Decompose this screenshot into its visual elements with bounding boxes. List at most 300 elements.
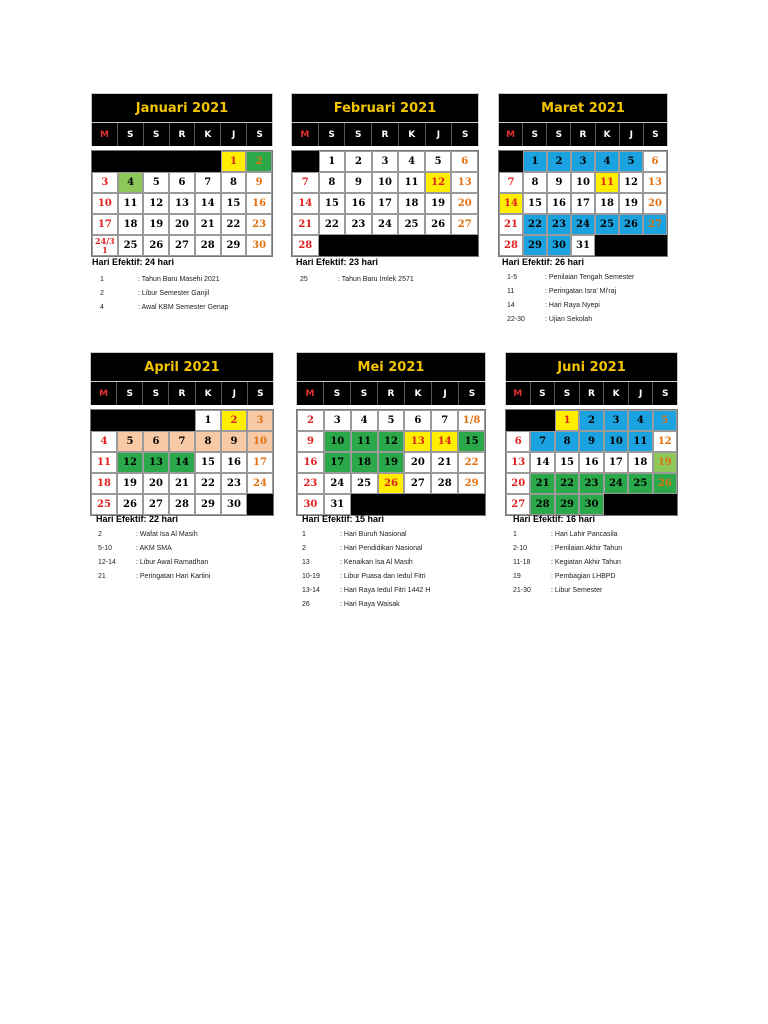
date-cell: 31 [571, 235, 595, 256]
empty-cell [91, 410, 117, 431]
date-cell: 10 [92, 193, 118, 214]
date-cell: 8 [221, 172, 247, 193]
date-cell: 9 [246, 172, 272, 193]
date-cell: 3 [247, 410, 273, 431]
empty-cell [458, 494, 485, 515]
date-cell: 8 [319, 172, 346, 193]
weekday-label: S [324, 382, 351, 405]
date-cell: 27 [404, 473, 431, 494]
date-cell: 19 [117, 473, 143, 494]
weekday-label: R [372, 123, 399, 146]
date-cell: 26 [117, 494, 143, 515]
date-cell: 16 [246, 193, 272, 214]
date-cell: 28 [195, 235, 221, 256]
date-cell: 15 [523, 193, 547, 214]
date-cell: 17 [247, 452, 273, 473]
date-cell: 16 [297, 452, 324, 473]
empty-cell [628, 494, 652, 515]
date-cell: 18 [398, 193, 425, 214]
note-text: : Penilaian Tengah Semester [545, 273, 635, 281]
date-cell: 21 [499, 214, 523, 235]
effective-days-maret: Hari Efektif: 26 hari [502, 257, 585, 267]
note-text: : Libur Puasa dan Iedul Fitri [340, 572, 426, 580]
month-title: Januari 2021 [135, 100, 229, 116]
date-cell: 29 [221, 235, 247, 256]
empty-cell [169, 151, 195, 172]
weekday-label: S [351, 382, 378, 405]
weekday-label: K [596, 123, 620, 146]
month-header [296, 352, 486, 382]
date-cell: 11 [628, 431, 652, 452]
date-cell: 11 [118, 193, 144, 214]
weekday-label: S [257, 388, 264, 399]
empty-cell [378, 494, 405, 515]
date-cell: 12 [619, 172, 643, 193]
calendar-januari [91, 93, 273, 257]
date-cell: 14 [169, 452, 195, 473]
weekday-label: S [256, 129, 263, 140]
note-row [98, 527, 210, 541]
weekday-label: M [506, 382, 531, 405]
empty-cell [506, 410, 530, 431]
notes-januari [100, 272, 229, 314]
note-text: : Awal KBM Semester Genap [138, 303, 229, 311]
empty-cell [451, 235, 478, 256]
date-cell: 20 [451, 193, 478, 214]
month-header [505, 352, 678, 382]
date-cell: 15 [319, 193, 346, 214]
note-text: : Ujian Sekolah [545, 315, 593, 323]
date-cell: 20 [506, 473, 530, 494]
month-header [91, 93, 273, 123]
note-row [302, 597, 430, 611]
date-cell: 11 [91, 452, 117, 473]
weekday-label: S [555, 382, 580, 405]
date-cell: 10 [372, 172, 399, 193]
date-cell: 20 [643, 193, 667, 214]
date-cell: 7 [499, 172, 523, 193]
note-row [100, 272, 229, 286]
date-cell: 27 [169, 235, 195, 256]
date-cell: 5 [378, 410, 405, 431]
note-date: 14 [507, 301, 515, 309]
date-cell: 21 [530, 473, 554, 494]
date-cell: 1 [195, 410, 221, 431]
weekday-label: K [405, 382, 432, 405]
date-cell: 24 [571, 214, 595, 235]
date-cell: 18 [628, 452, 652, 473]
date-cell: 2 [246, 151, 272, 172]
weekday-row [90, 382, 274, 405]
date-cell: 23 [345, 214, 372, 235]
date-cell: 20 [169, 214, 195, 235]
date-cell: 28 [431, 473, 458, 494]
effective-days-mei: Hari Efektif: 15 hari [302, 514, 385, 524]
date-cell: 2 [547, 151, 571, 172]
note-text: : Tahun Baru Imlek 2571 [338, 275, 414, 283]
date-cell: 28 [292, 235, 319, 256]
note-row [507, 298, 634, 312]
effective-days-juni: Hari Efektif: 16 hari [513, 514, 596, 524]
date-cell: 6 [643, 151, 667, 172]
note-text: : Kegiatan Akhir Tahun [551, 558, 621, 566]
date-cell: 4 [595, 151, 619, 172]
note-text: : Hari Buruh Nasional [340, 530, 407, 538]
empty-cell [143, 151, 169, 172]
note-text: : Hari Raya Nyepi [545, 301, 600, 309]
calendar-februari [291, 93, 479, 257]
weekday-label: K [399, 123, 426, 146]
date-cell: 23 [579, 473, 603, 494]
date-cell: 24/3 1 [92, 235, 118, 256]
notes-mei [302, 527, 430, 611]
date-cell: 27 [643, 214, 667, 235]
weekday-label: S [143, 382, 169, 405]
date-cell: 25 [118, 235, 144, 256]
date-cell: 3 [604, 410, 628, 431]
date-cell: 30 [579, 494, 603, 515]
note-text: : Hari Pendidikan Nasional [340, 544, 423, 552]
note-text: : Peringatan Hari Kartini [136, 572, 211, 580]
date-cell: 9 [297, 431, 324, 452]
note-row [302, 569, 430, 583]
note-text: : Kenaikan Isa Al Masih [340, 558, 413, 566]
note-date: 2-10 [513, 544, 528, 552]
note-row [513, 555, 622, 569]
weekday-label: S [652, 129, 659, 140]
note-date: 2 [100, 289, 104, 297]
month-title: Februari 2021 [333, 100, 437, 116]
date-cell: 14 [195, 193, 221, 214]
note-text: : Tahun Baru Masehi 2021 [138, 275, 220, 283]
date-cell: 19 [653, 452, 677, 473]
note-row [98, 569, 210, 583]
date-cell: 22 [458, 452, 485, 473]
empty-cell [530, 410, 554, 431]
notes-juni [513, 527, 622, 597]
note-text: : Wafat Isa Al Masih [136, 530, 198, 538]
date-cell: 24 [372, 214, 399, 235]
date-cell: 19 [143, 214, 169, 235]
date-cell: 16 [345, 193, 372, 214]
empty-cell [499, 151, 523, 172]
weekday-label: S [117, 382, 143, 405]
date-cell: 13 [143, 452, 169, 473]
date-grid [90, 409, 274, 516]
date-cell: 3 [92, 172, 118, 193]
date-cell: 21 [195, 214, 221, 235]
note-date: 21 [98, 572, 106, 580]
note-row [98, 541, 210, 555]
note-date: 1-5 [507, 273, 518, 281]
weekday-label: M [297, 382, 324, 405]
date-cell: 2 [297, 410, 324, 431]
note-date: 26 [302, 600, 310, 608]
date-cell: 9 [579, 431, 603, 452]
date-cell: 24 [604, 473, 628, 494]
date-cell: 21 [169, 473, 195, 494]
date-cell: 12 [653, 431, 677, 452]
date-cell: 28 [530, 494, 554, 515]
note-text: : AKM SMA [136, 544, 172, 552]
empty-cell [143, 410, 169, 431]
weekday-label: S [531, 382, 556, 405]
date-cell: 15 [195, 452, 221, 473]
weekday-label: J [620, 123, 644, 146]
month-title: Maret 2021 [541, 100, 625, 116]
weekday-label: M [92, 123, 118, 146]
note-text: : Libur Awal Ramadhan [136, 558, 209, 566]
date-cell: 12 [117, 452, 143, 473]
date-cell: 19 [425, 193, 452, 214]
note-date: 1 [513, 530, 517, 538]
weekday-label: J [629, 382, 654, 405]
date-cell: 18 [595, 193, 619, 214]
date-cell: 31 [324, 494, 351, 515]
date-cell: 18 [351, 452, 378, 473]
date-cell: 25 [351, 473, 378, 494]
date-cell: 4 [398, 151, 425, 172]
date-cell: 21 [431, 452, 458, 473]
date-cell: 18 [118, 214, 144, 235]
date-cell: 6 [169, 172, 195, 193]
date-cell: 26 [653, 473, 677, 494]
date-cell: 29 [523, 235, 547, 256]
date-cell: 25 [398, 214, 425, 235]
note-date: 11-18 [513, 558, 531, 566]
notes-april [98, 527, 210, 583]
weekday-label: J [432, 382, 459, 405]
effective-days-april: Hari Efektif: 22 hari [96, 514, 179, 524]
empty-cell [169, 410, 195, 431]
date-cell: 10 [247, 431, 273, 452]
empty-cell [425, 235, 452, 256]
empty-cell [431, 494, 458, 515]
date-cell: 16 [579, 452, 603, 473]
date-cell: 5 [117, 431, 143, 452]
date-cell: 17 [372, 193, 399, 214]
note-date: 21-30 [513, 586, 531, 594]
date-cell: 9 [547, 172, 571, 193]
date-grid [91, 150, 273, 257]
date-cell: 25 [595, 214, 619, 235]
date-cell: 22 [319, 214, 346, 235]
weekday-label: R [580, 382, 605, 405]
date-cell: 15 [458, 431, 485, 452]
month-header [291, 93, 479, 123]
empty-cell [319, 235, 346, 256]
note-date: 2 [302, 544, 306, 552]
date-cell: 30 [221, 494, 247, 515]
date-cell: 1 [555, 410, 579, 431]
date-cell: 2 [345, 151, 372, 172]
date-cell: 28 [169, 494, 195, 515]
date-cell: 26 [425, 214, 452, 235]
note-row [507, 284, 634, 298]
note-text: : Libur Semester Ganjil [138, 289, 210, 297]
weekday-label: J [426, 123, 453, 146]
empty-cell [604, 494, 628, 515]
calendar-mei [296, 352, 486, 516]
date-cell: 30 [297, 494, 324, 515]
effective-days-februari: Hari Efektif: 23 hari [296, 257, 379, 267]
date-cell: 22 [555, 473, 579, 494]
date-cell: 22 [221, 214, 247, 235]
weekday-row [505, 382, 678, 405]
date-cell: 12 [425, 172, 452, 193]
date-cell: 11 [595, 172, 619, 193]
weekday-label: R [571, 123, 595, 146]
date-cell: 11 [351, 431, 378, 452]
note-text: : Hari Raya Waisak [340, 600, 400, 608]
effective-days-januari: Hari Efektif: 24 hari [92, 257, 175, 267]
empty-cell [619, 235, 643, 256]
date-cell: 13 [169, 193, 195, 214]
date-cell: 4 [118, 172, 144, 193]
date-cell: 3 [324, 410, 351, 431]
date-cell: 19 [378, 452, 405, 473]
date-cell: 30 [547, 235, 571, 256]
weekday-label: M [91, 382, 117, 405]
date-cell: 26 [378, 473, 405, 494]
date-cell: 7 [169, 431, 195, 452]
date-cell: 15 [221, 193, 247, 214]
note-text: : Libur Semester [551, 586, 603, 594]
date-cell: 16 [547, 193, 571, 214]
date-cell: 6 [451, 151, 478, 172]
date-cell: 23 [221, 473, 247, 494]
note-row [100, 286, 229, 300]
empty-cell [117, 410, 143, 431]
notes-maret [507, 270, 634, 326]
weekday-label: S [547, 123, 571, 146]
date-cell: 19 [619, 193, 643, 214]
note-row [302, 527, 430, 541]
date-cell: 16 [221, 452, 247, 473]
date-cell: 1/8 [458, 410, 485, 431]
weekday-label: S [662, 388, 669, 399]
month-title: Juni 2021 [557, 359, 626, 375]
calendar-juni [505, 352, 678, 516]
date-cell: 17 [604, 452, 628, 473]
date-cell: 3 [372, 151, 399, 172]
date-cell: 8 [195, 431, 221, 452]
note-date: 19 [513, 572, 521, 580]
note-text: : Pembagian LHBPD [551, 572, 616, 580]
empty-cell [118, 151, 144, 172]
date-cell: 27 [143, 494, 169, 515]
empty-cell [195, 151, 221, 172]
date-grid [291, 150, 479, 257]
date-cell: 18 [91, 473, 117, 494]
date-cell: 20 [143, 473, 169, 494]
empty-cell [643, 235, 667, 256]
date-cell: 14 [292, 193, 319, 214]
note-date: 4 [100, 303, 104, 311]
date-cell: 13 [506, 452, 530, 473]
weekday-label: S [118, 123, 144, 146]
month-title: April 2021 [144, 359, 220, 375]
note-row [100, 300, 229, 314]
weekday-label: K [195, 123, 221, 146]
date-cell: 23 [246, 214, 272, 235]
note-row [507, 270, 634, 284]
note-date: 2 [98, 530, 102, 538]
date-cell: 26 [143, 235, 169, 256]
weekday-label: R [170, 123, 196, 146]
weekday-label: K [604, 382, 629, 405]
weekday-row [91, 123, 273, 146]
note-date: 25 [300, 275, 308, 283]
date-cell: 9 [345, 172, 372, 193]
date-cell: 27 [451, 214, 478, 235]
date-cell: 10 [604, 431, 628, 452]
note-text: : Hari Lahir Pancasila [551, 530, 618, 538]
note-date: 5-10 [98, 544, 113, 552]
calendar-april [90, 352, 274, 516]
empty-cell [404, 494, 431, 515]
note-row [302, 583, 430, 597]
empty-cell [92, 151, 118, 172]
weekday-label: S [523, 123, 547, 146]
note-row [513, 527, 622, 541]
date-cell: 5 [619, 151, 643, 172]
date-cell: 26 [619, 214, 643, 235]
date-cell: 6 [404, 410, 431, 431]
date-cell: 11 [398, 172, 425, 193]
date-cell: 4 [628, 410, 652, 431]
note-text: : Hari Raya Iedul Fitri 1442 H [340, 586, 431, 594]
empty-cell [292, 151, 319, 172]
note-date: 13 [302, 558, 310, 566]
date-cell: 8 [523, 172, 547, 193]
note-text: : Penilaian Akhir Tahun [551, 544, 623, 552]
date-cell: 2 [579, 410, 603, 431]
empty-cell [398, 235, 425, 256]
date-cell: 7 [530, 431, 554, 452]
date-cell: 30 [246, 235, 272, 256]
notes-februari [300, 272, 414, 286]
weekday-label: M [292, 123, 319, 146]
weekday-label: K [196, 382, 222, 405]
note-row [98, 555, 210, 569]
weekday-label: S [345, 123, 372, 146]
note-row [302, 555, 430, 569]
note-date: 1 [302, 530, 306, 538]
empty-cell [351, 494, 378, 515]
date-cell: 22 [195, 473, 221, 494]
weekday-label: S [461, 129, 469, 140]
date-cell: 13 [643, 172, 667, 193]
date-cell: 5 [425, 151, 452, 172]
date-cell: 17 [571, 193, 595, 214]
date-cell: 7 [292, 172, 319, 193]
date-cell: 17 [92, 214, 118, 235]
month-header [90, 352, 274, 382]
date-cell: 23 [297, 473, 324, 494]
date-cell: 14 [530, 452, 554, 473]
date-cell: 6 [506, 431, 530, 452]
empty-cell [372, 235, 399, 256]
date-cell: 23 [547, 214, 571, 235]
note-date: 12-14 [98, 558, 116, 566]
date-cell: 14 [499, 193, 523, 214]
date-cell: 4 [351, 410, 378, 431]
note-text: : Peringatan Isra' Mi'raj [545, 287, 617, 295]
weekday-row [296, 382, 486, 405]
weekday-row [498, 123, 668, 146]
date-cell: 5 [653, 410, 677, 431]
